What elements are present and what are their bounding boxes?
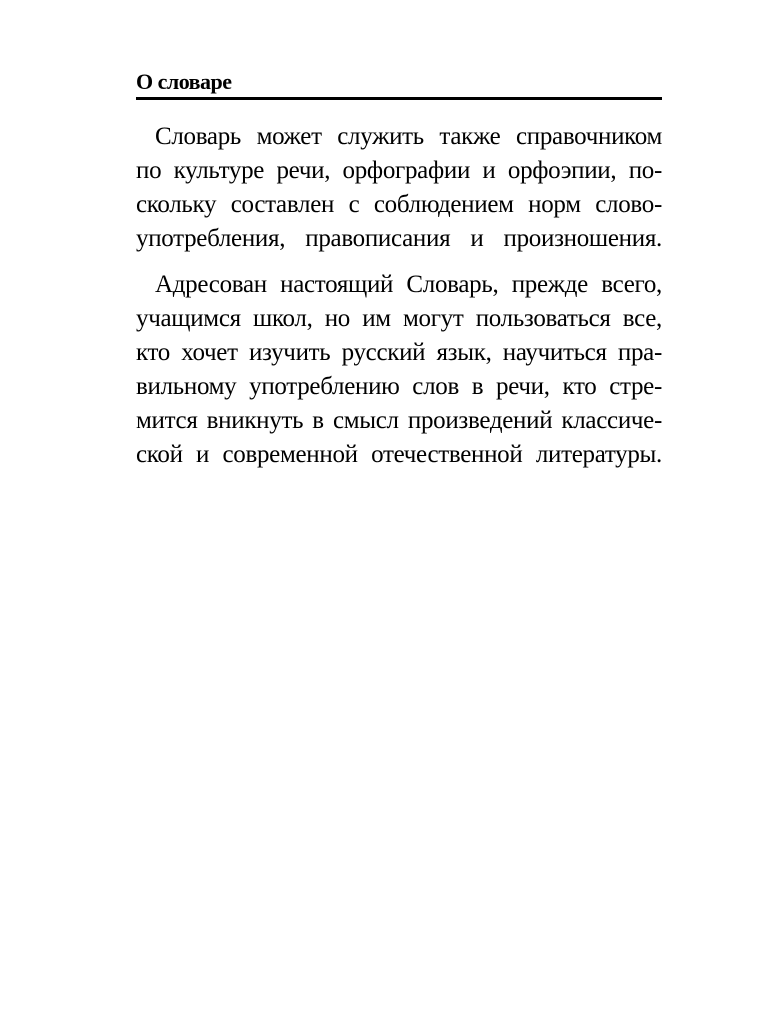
text-line: кто хочет изучить русский язык, научиться пра- (136, 339, 662, 366)
text-line: скольку составлен с соблюдением норм слово- (136, 191, 662, 218)
text-line: Адресован настоящий Словарь, прежде всего, (155, 271, 662, 298)
text-line: ской и современной отечественной литературы. (136, 441, 662, 468)
text-line: мится вникнуть в смысл произведений классиче- (136, 407, 662, 434)
paragraph-1 (136, 120, 662, 256)
text-line: Словарь может служить также справочником (155, 123, 662, 150)
page-title: О словаре (136, 69, 232, 94)
text-line: по культуре речи, орфографии и орфоэпии, по- (136, 157, 662, 184)
paragraph-2 (136, 268, 662, 472)
text-line: вильному употреблению слов в речи, кто стре- (136, 373, 662, 400)
text-line: учащимся школ, но им могут пользоваться все, (136, 305, 662, 332)
text-line: употребления, правописания и произношения. (136, 225, 662, 252)
running-head (136, 66, 662, 100)
